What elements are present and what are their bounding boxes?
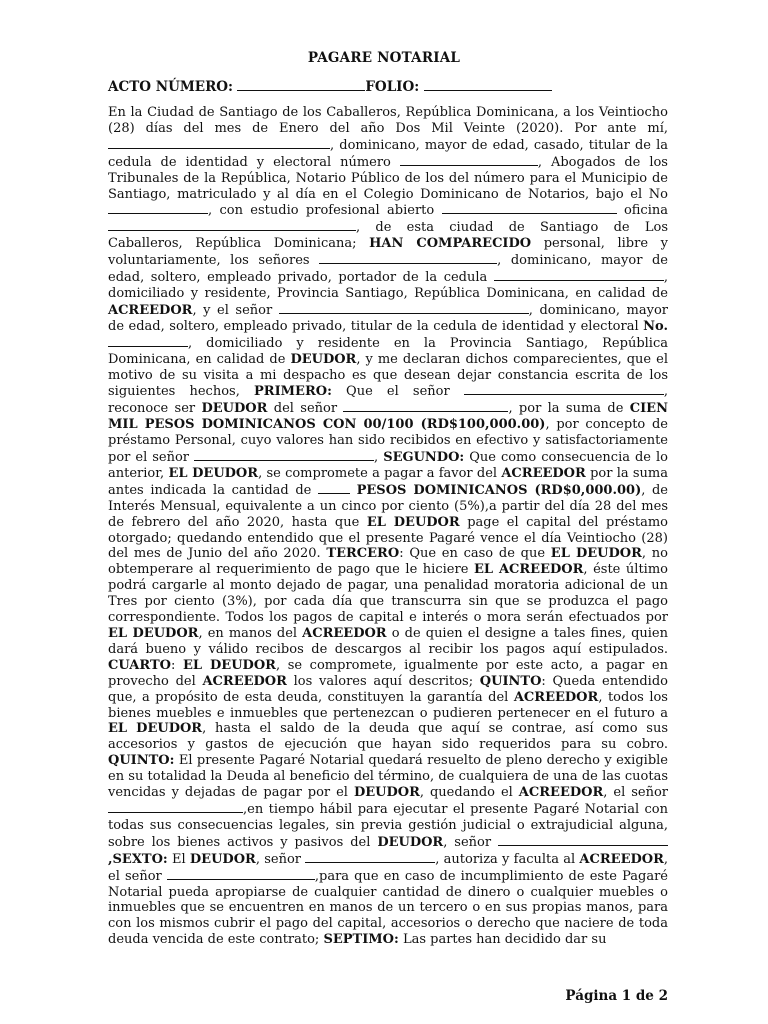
body-text: : Que en caso de que xyxy=(399,546,546,562)
body-text: , el señor xyxy=(603,785,668,801)
bold-term: PRIMERO: xyxy=(254,384,332,400)
bold-term: EL ACREEDOR xyxy=(473,562,584,578)
bold-term: EL DEUDOR xyxy=(108,721,203,737)
body-text: El xyxy=(171,851,186,867)
blank-line xyxy=(464,383,664,395)
bold-term: EL DEUDOR xyxy=(182,657,276,673)
bold-term: EL DEUDOR xyxy=(168,465,259,481)
blank-line xyxy=(305,851,435,863)
page-number: Página 1 de 2 xyxy=(565,988,668,1004)
body-text: En la Ciudad de Santiago de los Caballeros, República Dominicana, a los Veintiocho (28) días del mes de Enero del año Dos Mil Veinte (2020). Por ante mí, xyxy=(108,105,668,136)
document-body xyxy=(108,105,668,948)
body-text: , no obtemperare al requerimiento de pago que le hiciere xyxy=(108,546,668,578)
body-text: oficina xyxy=(623,203,668,219)
blank-line xyxy=(442,202,617,214)
bold-term: ,SEXTO: xyxy=(108,851,168,867)
bold-term: DEUDOR xyxy=(353,785,420,801)
folio-label: FOLIO: xyxy=(365,79,420,95)
body-text: , autoriza y faculta al xyxy=(435,851,576,867)
bold-term: DEUDOR xyxy=(201,401,268,417)
blank-line xyxy=(108,137,330,149)
bold-term: SEGUNDO: xyxy=(383,450,465,466)
bold-term: ACREEDOR xyxy=(302,626,387,641)
blank-line xyxy=(319,252,497,264)
body-text: del señor xyxy=(273,401,338,417)
body-text: , Abogados de los Tribunales de la República, Notario Público de los del número para el Municipio de Santiago, matriculado y al día en el Colegio Dominicano de Notarios, bajo el No xyxy=(108,154,668,202)
body-text: o de quien el designe a tales fines, quien dará bueno y válido recibos de descargos al recibir los pagos aquí estipulados. xyxy=(108,626,668,657)
blank-line xyxy=(498,834,668,846)
body-text: , por concepto de préstamo Personal, cuyo valores han sido recibidos en efectivo y satisfactoriamente por el señor xyxy=(108,417,668,466)
body-text: , y me declaran dichos comparecientes, que el motivo de su visita a mi despacho es que desean dejar constancia escrita de los siguientes hechos, xyxy=(108,351,668,400)
bold-term: ACREEDOR xyxy=(202,673,287,689)
body-text: , y el señor xyxy=(192,302,273,318)
bold-term: ACREEDOR xyxy=(108,302,193,318)
bold-term: DEUDOR xyxy=(290,351,357,367)
bold-term: CIEN MIL PESOS DOMINICANOS CON 00/100 (RD$100,000.00) xyxy=(108,401,668,433)
body-text: por la suma antes indicada la cantidad de xyxy=(108,465,668,498)
bold-term: QUINTO xyxy=(479,673,542,689)
blank-line xyxy=(108,801,243,813)
folio-blank xyxy=(424,79,552,91)
body-text: , por la suma de xyxy=(508,401,624,417)
document-title: PAGARE NOTARIAL xyxy=(307,50,461,66)
body-text: , de Interés Mensual, equivalente a un cinco por ciento (5%),a partir del día 28 del mes de febrero del año 2020, hasta que xyxy=(108,482,668,530)
body-text: ,para que en caso de incumplimiento de este Pagaré Notarial pueda apropiarse de cualquier cantidad de dinero o cualquier muebles o inmuebles que se encuentren en manos de un tercero o en sus propias manos, para con los mismos cubrir el pago del capital, accesorios o derecho que naciere de toda deuda vencida de este contrato; xyxy=(108,868,668,948)
body-text: , quedando el xyxy=(419,785,513,801)
bold-term: EL DEUDOR xyxy=(108,626,199,641)
bold-term: HAN COMPARECIDO xyxy=(369,236,532,252)
bold-term: EL DEUDOR xyxy=(550,546,642,562)
body-text: , se compromete a pagar a favor del xyxy=(258,465,498,481)
bold-term: ACREEDOR xyxy=(579,851,664,867)
bold-term: TERCERO xyxy=(326,546,400,562)
bold-term: ACREEDOR xyxy=(518,785,604,801)
body-text: , con estudio profesional abierto xyxy=(208,203,435,219)
bold-term: No. xyxy=(643,318,669,334)
body-text: los valores aquí descritos; xyxy=(293,673,474,689)
bold-term: ACREEDOR xyxy=(501,465,586,481)
body-text: , dominicano, mayor de edad, soltero, empleado privado, titular de la cedula de identidad y electoral xyxy=(108,302,668,334)
body-text: , de esta ciudad de Santiago de Los Caballeros, República Dominicana; xyxy=(108,220,668,252)
body-text: , señor xyxy=(255,851,301,867)
body-text: , el señor xyxy=(108,851,669,884)
body-text: , domiciliado y residente en la Provincia Santiago, República Dominicana, en calidad de xyxy=(108,335,668,367)
body-text: , se compromete, igualmente por este acto, a pagar en provecho del xyxy=(108,657,668,689)
body-text: , xyxy=(374,450,379,466)
body-text: El presente Pagaré Notarial quedará resuelto de pleno derecho y exigible en su totalidad la Deuda al beneficio del término, de cualquiera de una de las cuotas vencidas y dejadas de pagar por el xyxy=(108,753,668,801)
body-text: , en manos del xyxy=(198,626,298,641)
body-text: , señor xyxy=(443,834,492,850)
body-text: , todos los bienes muebles e inmuebles que pertenezcan o pudieren pertenecer en el futuro a xyxy=(108,689,668,721)
bold-term: ACREEDOR xyxy=(513,689,599,705)
bold-term: PESOS DOMINICANOS (RD$0,000.00) xyxy=(356,482,642,498)
blank-line xyxy=(343,400,508,412)
blank-line xyxy=(494,269,664,281)
bold-term: QUINTO: xyxy=(108,753,175,769)
body-text: , reconoce ser xyxy=(108,384,668,417)
blank-line xyxy=(279,302,529,314)
bold-term: EL DEUDOR xyxy=(366,514,460,530)
body-text: , dominicano, mayor de edad, casado, titular de la cedula de identidad y electoral número xyxy=(108,137,668,170)
bold-term: DEUDOR xyxy=(377,834,444,850)
acto-number-label: ACTO NÚMERO: xyxy=(108,79,234,95)
blank-line xyxy=(318,482,350,494)
body-text: Que como consecuencia de lo anterior, xyxy=(108,450,668,481)
body-text: : Queda entendido que, a propósito de esta deuda, constituyen la garantía del xyxy=(108,673,668,705)
body-text: Las partes han decidido dar su xyxy=(402,932,607,948)
acto-folio-line xyxy=(108,79,552,95)
blank-line xyxy=(400,154,538,166)
bold-term: DEUDOR xyxy=(189,851,256,867)
body-text: personal, libre y voluntariamente, los señores xyxy=(108,236,668,269)
blank-line xyxy=(167,868,315,880)
acto-number-blank xyxy=(237,79,365,91)
body-text: , domiciliado y residente, Provincia Santiago, República Dominicana, en calidad de xyxy=(108,270,668,301)
bold-term: SEPTIMO: xyxy=(323,932,399,948)
body-text: ,en tiempo hábil para ejecutar el presente Pagaré Notarial con todas sus consecuencias legales, sin previa gestión judicial o extrajudicial alguna, sobre los bienes activos y pasivos del xyxy=(108,801,668,850)
blank-line xyxy=(108,335,188,347)
body-text: , dominicano, mayor de edad, soltero, empleado privado, portador de la cedula xyxy=(108,253,668,286)
body-text: , éste último podrá cargarle al monto dejado de pagar, una penalidad moratoria adicional de un Tres por ciento (3%), por cada día que transcurra sin que se produzca el pago correspondiente. Todos los pagos de capital e interés o mora serán efectuados por xyxy=(108,562,668,626)
blank-line xyxy=(108,202,208,214)
body-text: page el capital del préstamo otorgado; quedando entendido que el presente Pagaré vence el día Veintiocho (28) del mes de Junio del año 2020. xyxy=(108,514,668,562)
body-text: : xyxy=(170,657,176,673)
blank-line xyxy=(194,449,374,461)
bold-term: CUARTO xyxy=(108,657,171,673)
body-text: , hasta el saldo de la deuda que aquí se contrae, así como sus accesorios y gastos de ejecución que hayan sido requeridos para su cobro. xyxy=(108,721,668,753)
body-text: Que el señor xyxy=(346,384,450,400)
blank-line xyxy=(108,219,356,231)
